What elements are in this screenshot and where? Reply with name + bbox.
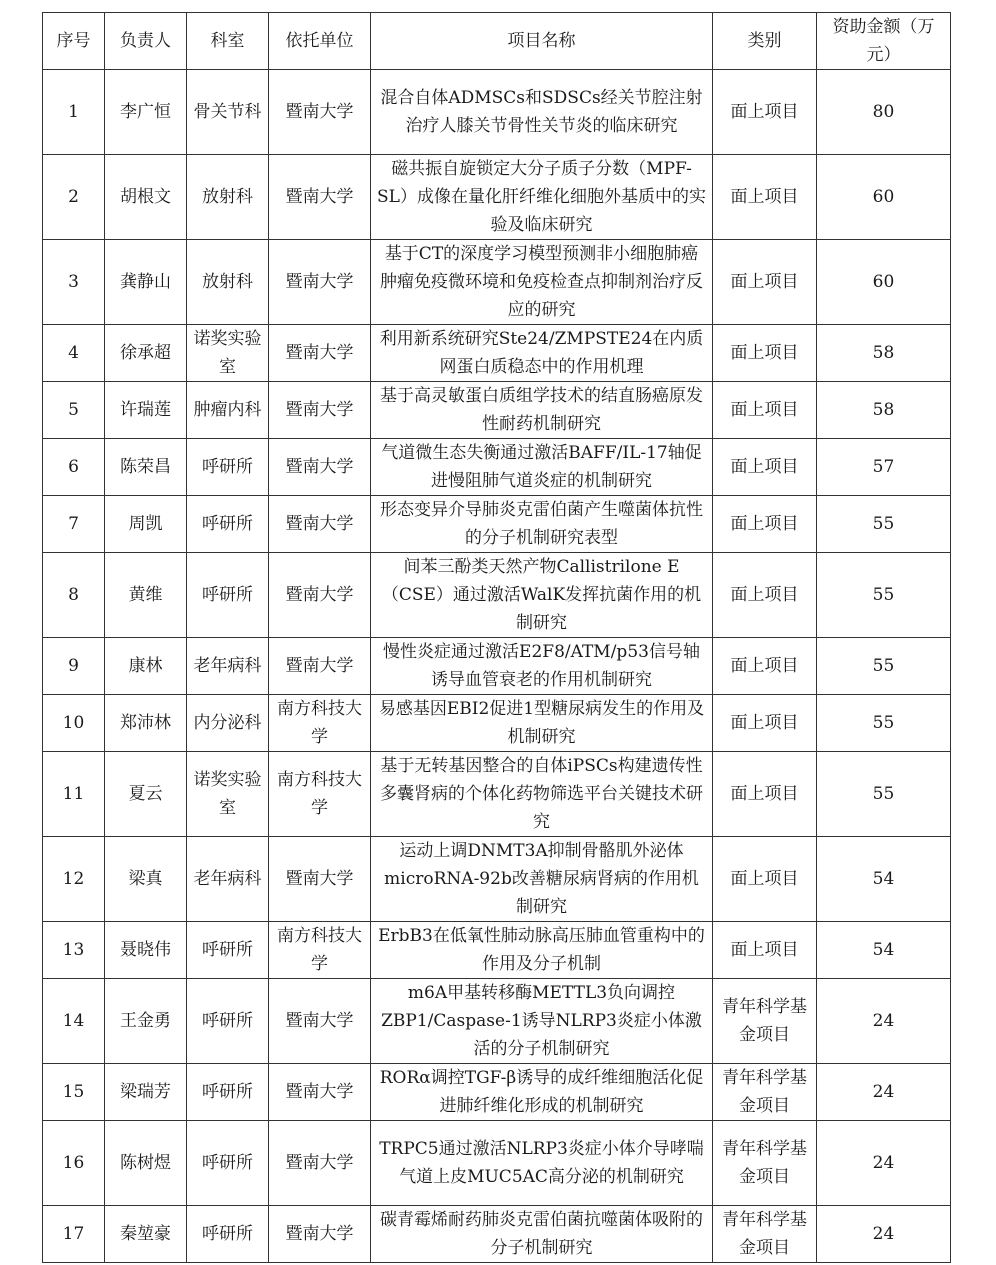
row-amount: 58 (817, 325, 951, 382)
row-no: 7 (43, 496, 105, 553)
table-row (43, 553, 951, 638)
row-no: 14 (43, 979, 105, 1064)
row-category: 面上项目 (713, 752, 817, 837)
row-unit: 暨南大学 (269, 325, 371, 382)
row-title: 易感基因EBI2促进1型糖尿病发生的作用及机制研究 (371, 695, 713, 752)
row-title: 运动上调DNMT3A抑制骨骼肌外泌体microRNA-92b改善糖尿病肾病的作用机制研究 (371, 837, 713, 922)
row-title: 磁共振自旋锁定大分子质子分数（MPF-SL）成像在量化肝纤维化细胞外基质中的实验及临床研究 (371, 155, 713, 240)
row-dept: 呼研所 (187, 979, 269, 1064)
row-dept: 放射科 (187, 155, 269, 240)
row-leader: 王金勇 (105, 979, 187, 1064)
row-category: 面上项目 (713, 70, 817, 155)
row-dept: 呼研所 (187, 922, 269, 979)
row-leader: 许瑞莲 (105, 382, 187, 439)
table-row (43, 325, 951, 382)
row-no: 3 (43, 240, 105, 325)
header-category: 类别 (713, 13, 817, 70)
row-amount: 24 (817, 1206, 951, 1263)
row-title: 混合自体ADMSCs和SDSCs经关节腔注射治疗人膝关节骨性关节炎的临床研究 (371, 70, 713, 155)
row-unit: 暨南大学 (269, 496, 371, 553)
table-row (43, 638, 951, 695)
row-category: 面上项目 (713, 240, 817, 325)
table-row (43, 979, 951, 1064)
row-dept: 放射科 (187, 240, 269, 325)
row-no: 9 (43, 638, 105, 695)
row-amount: 80 (817, 70, 951, 155)
row-category: 面上项目 (713, 553, 817, 638)
row-amount: 24 (817, 979, 951, 1064)
table-row (43, 1064, 951, 1121)
row-title: TRPC5通过激活NLRP3炎症小体介导哮喘气道上皮MUC5AC高分泌的机制研究 (371, 1121, 713, 1206)
row-amount: 55 (817, 695, 951, 752)
table-body (43, 70, 951, 1263)
row-dept: 呼研所 (187, 1064, 269, 1121)
row-amount: 55 (817, 638, 951, 695)
table-row (43, 752, 951, 837)
table-row (43, 496, 951, 553)
row-unit: 暨南大学 (269, 553, 371, 638)
row-title: 间苯三酚类天然产物Callistrilone E（CSE）通过激活WalK发挥抗菌作用的机制研究 (371, 553, 713, 638)
row-dept: 内分泌科 (187, 695, 269, 752)
row-category: 面上项目 (713, 837, 817, 922)
row-no: 5 (43, 382, 105, 439)
row-amount: 55 (817, 496, 951, 553)
header-no: 序号 (43, 13, 105, 70)
grant-table (42, 12, 951, 1263)
row-title: 慢性炎症通过激活E2F8/ATM/p53信号轴诱导血管衰老的作用机制研究 (371, 638, 713, 695)
row-category: 面上项目 (713, 325, 817, 382)
row-no: 12 (43, 837, 105, 922)
row-title: 利用新系统研究Ste24/ZMPSTE24在内质网蛋白质稳态中的作用机理 (371, 325, 713, 382)
row-leader: 陈树煜 (105, 1121, 187, 1206)
row-no: 4 (43, 325, 105, 382)
row-category: 面上项目 (713, 439, 817, 496)
row-title: 基于无转基因整合的自体iPSCs构建遗传性多囊肾病的个体化药物筛选平台关键技术研究 (371, 752, 713, 837)
row-category: 面上项目 (713, 155, 817, 240)
row-title: 基于CT的深度学习模型预测非小细胞肺癌肿瘤免疫微环境和免疫检查点抑制剂治疗反应的研究 (371, 240, 713, 325)
row-amount: 60 (817, 240, 951, 325)
table-row (43, 837, 951, 922)
row-unit: 暨南大学 (269, 155, 371, 240)
header-title: 项目名称 (371, 13, 713, 70)
row-no: 10 (43, 695, 105, 752)
row-no: 11 (43, 752, 105, 837)
row-dept: 呼研所 (187, 439, 269, 496)
row-leader: 聂晓伟 (105, 922, 187, 979)
row-category: 青年科学基金项目 (713, 979, 817, 1064)
table-row (43, 439, 951, 496)
row-amount: 24 (817, 1064, 951, 1121)
row-leader: 黄维 (105, 553, 187, 638)
row-unit: 暨南大学 (269, 1206, 371, 1263)
table-row (43, 1206, 951, 1263)
row-amount: 58 (817, 382, 951, 439)
header-row (43, 13, 951, 70)
row-dept: 老年病科 (187, 837, 269, 922)
row-category: 面上项目 (713, 922, 817, 979)
row-title: ErbB3在低氧性肺动脉高压肺血管重构中的作用及分子机制 (371, 922, 713, 979)
row-no: 15 (43, 1064, 105, 1121)
row-amount: 60 (817, 155, 951, 240)
row-title: RORα调控TGF-β诱导的成纤维细胞活化促进肺纤维化形成的机制研究 (371, 1064, 713, 1121)
row-amount: 54 (817, 837, 951, 922)
table-row (43, 1121, 951, 1206)
row-unit: 暨南大学 (269, 979, 371, 1064)
row-dept: 诺奖实验室 (187, 752, 269, 837)
row-no: 13 (43, 922, 105, 979)
row-dept: 呼研所 (187, 1206, 269, 1263)
row-unit: 南方科技大学 (269, 695, 371, 752)
row-dept: 肿瘤内科 (187, 382, 269, 439)
page (42, 12, 950, 1263)
row-unit: 暨南大学 (269, 638, 371, 695)
row-dept: 老年病科 (187, 638, 269, 695)
row-amount: 55 (817, 553, 951, 638)
row-amount: 57 (817, 439, 951, 496)
row-category: 面上项目 (713, 695, 817, 752)
row-category: 面上项目 (713, 638, 817, 695)
row-title: m6A甲基转移酶METTL3负向调控ZBP1/Caspase-1诱导NLRP3炎症小体激活的分子机制研究 (371, 979, 713, 1064)
row-unit: 暨南大学 (269, 240, 371, 325)
row-title: 碳青霉烯耐药肺炎克雷伯菌抗噬菌体吸附的分子机制研究 (371, 1206, 713, 1263)
row-leader: 龚静山 (105, 240, 187, 325)
row-unit: 暨南大学 (269, 1121, 371, 1206)
row-dept: 呼研所 (187, 496, 269, 553)
row-leader: 梁瑞芳 (105, 1064, 187, 1121)
row-unit: 暨南大学 (269, 837, 371, 922)
row-category: 青年科学基金项目 (713, 1121, 817, 1206)
row-category: 青年科学基金项目 (713, 1206, 817, 1263)
row-leader: 徐承超 (105, 325, 187, 382)
row-dept: 诺奖实验室 (187, 325, 269, 382)
row-unit: 暨南大学 (269, 70, 371, 155)
table-row (43, 695, 951, 752)
row-leader: 康林 (105, 638, 187, 695)
header-leader: 负责人 (105, 13, 187, 70)
table-row (43, 240, 951, 325)
row-dept: 呼研所 (187, 1121, 269, 1206)
row-amount: 55 (817, 752, 951, 837)
row-category: 面上项目 (713, 382, 817, 439)
row-category: 面上项目 (713, 496, 817, 553)
row-no: 17 (43, 1206, 105, 1263)
row-dept: 骨关节科 (187, 70, 269, 155)
row-leader: 胡根文 (105, 155, 187, 240)
row-amount: 54 (817, 922, 951, 979)
row-unit: 暨南大学 (269, 382, 371, 439)
table-row (43, 922, 951, 979)
row-unit: 南方科技大学 (269, 752, 371, 837)
row-title: 基于高灵敏蛋白质组学技术的结直肠癌原发性耐药机制研究 (371, 382, 713, 439)
row-no: 1 (43, 70, 105, 155)
row-leader: 李广恒 (105, 70, 187, 155)
row-unit: 暨南大学 (269, 439, 371, 496)
row-no: 16 (43, 1121, 105, 1206)
row-leader: 秦堃豪 (105, 1206, 187, 1263)
row-title: 气道微生态失衡通过激活BAFF/IL-17轴促进慢阻肺气道炎症的机制研究 (371, 439, 713, 496)
row-leader: 陈荣昌 (105, 439, 187, 496)
row-no: 6 (43, 439, 105, 496)
header-unit: 依托单位 (269, 13, 371, 70)
row-leader: 郑沛林 (105, 695, 187, 752)
row-dept: 呼研所 (187, 553, 269, 638)
row-amount: 24 (817, 1121, 951, 1206)
header-amount: 资助金额（万元） (817, 13, 951, 70)
row-unit: 暨南大学 (269, 1064, 371, 1121)
row-leader: 周凯 (105, 496, 187, 553)
table-row (43, 70, 951, 155)
row-no: 2 (43, 155, 105, 240)
table-row (43, 155, 951, 240)
row-title: 形态变异介导肺炎克雷伯菌产生噬菌体抗性的分子机制研究表型 (371, 496, 713, 553)
table-row (43, 382, 951, 439)
row-leader: 夏云 (105, 752, 187, 837)
row-no: 8 (43, 553, 105, 638)
row-unit: 南方科技大学 (269, 922, 371, 979)
row-leader: 梁真 (105, 837, 187, 922)
header-dept: 科室 (187, 13, 269, 70)
row-category: 青年科学基金项目 (713, 1064, 817, 1121)
